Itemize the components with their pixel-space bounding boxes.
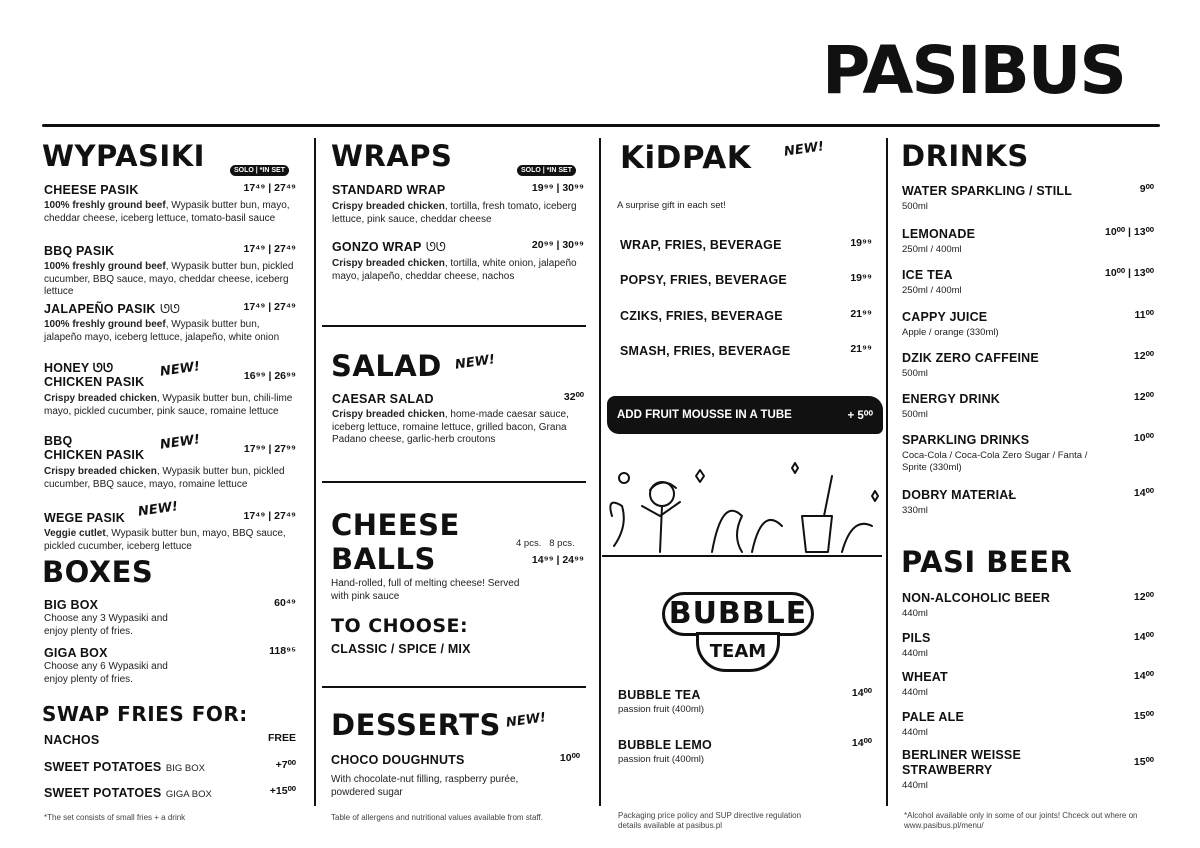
item-description: 500ml xyxy=(902,409,928,420)
item-name: CHICKEN PASIK xyxy=(44,448,145,462)
item-name: GIGA BOX xyxy=(44,646,108,660)
item-tag: GIGA BOX xyxy=(165,789,212,800)
item-name: SWEET POTATOES xyxy=(44,786,162,800)
item-price: 118⁹⁵ xyxy=(269,645,296,657)
item-description: Crispy breaded chicken, Wypasik butter bun, chili-lime mayo, pickled cucumber, pink sauce, romaine lettuce xyxy=(44,393,293,417)
item-price: 10⁰⁰ | 13⁰⁰ xyxy=(1105,267,1154,279)
item-name: SPARKLING DRINKS xyxy=(902,433,1030,447)
menu-item[interactable] xyxy=(44,758,205,776)
column-divider xyxy=(886,138,888,806)
menu-item[interactable] xyxy=(44,361,144,389)
item-description: Crispy breaded chicken, home-made caesar sauce, iceberg lettuce, romaine lettuce, grilled bacon, Grana Padano cheese, garlic-herb croutons xyxy=(332,409,569,445)
item-name: BBQ xyxy=(44,434,73,448)
menu-item[interactable] xyxy=(44,731,99,749)
item-name: CHOCO DOUGHNUTS xyxy=(331,753,465,767)
solo-set-badge: SOLO | *IN SET xyxy=(230,165,289,176)
new-badge: NEW! xyxy=(454,352,496,373)
new-badge: NEW! xyxy=(505,710,547,731)
item-price: 17⁴⁹ | 27⁴⁹ xyxy=(243,182,296,194)
item-price: 12⁰⁰ xyxy=(1133,591,1154,603)
column-divider xyxy=(599,138,601,806)
item-name: NACHOS xyxy=(44,733,100,747)
menu-item[interactable] xyxy=(44,434,144,462)
item-name: CAESAR SALAD xyxy=(332,392,434,406)
item-name: LEMONADE xyxy=(902,227,976,241)
item-price: 14⁰⁰ xyxy=(1133,670,1154,682)
fruit-mousse-addon[interactable]: ADD FRUIT MOUSSE IN A TUBE + 5⁰⁰ xyxy=(607,396,883,434)
menu-item[interactable]: BUBBLE LEMO xyxy=(618,738,712,752)
item-price: 15⁰⁰ xyxy=(1133,756,1154,768)
item-description: passion fruit (400ml) xyxy=(618,754,705,765)
item-name: DZIK ZERO CAFFEINE xyxy=(902,351,1039,365)
item-description: passion fruit (400ml) xyxy=(618,704,705,715)
section-title-beer: PASI BEER xyxy=(901,545,1073,579)
item-tag: BIG BOX xyxy=(165,763,205,774)
item-price: 17⁴⁹ | 27⁴⁹ xyxy=(243,301,296,313)
item-description: 440ml xyxy=(902,687,928,698)
item-name: SWEET POTATOES xyxy=(44,760,162,774)
solo-set-badge: SOLO | *IN SET xyxy=(517,165,576,176)
new-badge: NEW! xyxy=(783,139,825,160)
item-price: 19⁹⁹ xyxy=(850,272,872,284)
item-description: Coca-Cola / Coca-Cola Zero Sugar / Fanta / Sprite (330ml) xyxy=(902,450,1088,473)
item-description: 440ml xyxy=(902,608,928,619)
menu-item[interactable] xyxy=(44,300,180,318)
menu-item[interactable]: BERLINER WEISSE STRAWBERRY xyxy=(902,748,1021,777)
section-divider xyxy=(322,686,586,688)
section-title-salad: SALAD xyxy=(331,349,442,383)
item-price: 14⁰⁰ xyxy=(1133,487,1154,499)
item-name: BIG BOX xyxy=(44,598,99,612)
item-description: 330ml xyxy=(902,505,928,516)
item-name: WEGE PASIK xyxy=(44,511,125,525)
menu-item[interactable] xyxy=(44,509,125,527)
menu-item[interactable]: SMASH, FRIES, BEVERAGE xyxy=(620,344,791,358)
menu-item[interactable] xyxy=(902,349,1039,367)
item-description: 440ml xyxy=(902,648,928,659)
menu-item[interactable]: BUBBLE TEA xyxy=(618,688,701,702)
menu-item[interactable] xyxy=(902,225,975,243)
section-title-wypasiki: WYPASIKI xyxy=(42,139,205,173)
item-name: ENERGY DRINK xyxy=(902,392,1001,406)
item-price: 32⁰⁰ xyxy=(563,391,584,403)
menu-item[interactable] xyxy=(332,390,434,408)
item-price: +15⁰⁰ xyxy=(269,785,296,797)
item-description: 250ml / 400ml xyxy=(902,285,962,296)
new-badge: NEW! xyxy=(159,359,201,380)
kids-illustration xyxy=(602,456,882,562)
menu-item[interactable] xyxy=(902,431,1029,449)
menu-item[interactable] xyxy=(44,644,108,662)
menu-item[interactable]: POPSY, FRIES, BEVERAGE xyxy=(620,273,787,287)
bubble-team-logo: BUBBLE TEAM xyxy=(658,592,818,676)
menu-item[interactable]: PALE ALE xyxy=(902,710,965,724)
footnote: Packaging price policy and SUP directive regulation details available at pasibus.pl xyxy=(618,811,802,830)
item-description: 100% freshly ground beef, Wypasik butter bun, jalapeño mayo, iceberg lettuce, jalapeño, white onion xyxy=(44,319,280,343)
item-description: Choose any 3 Wypasiki and enjoy plenty of fries. xyxy=(44,613,168,637)
item-name: BBQ PASIK xyxy=(44,244,115,258)
menu-item[interactable] xyxy=(44,596,98,614)
item-price: 14⁰⁰ xyxy=(1133,631,1154,643)
top-divider xyxy=(42,124,1160,127)
item-price: 14⁰⁰ xyxy=(851,737,872,749)
section-title-choose: TO CHOOSE: xyxy=(331,615,469,637)
chili-icon: ᘎᘎ xyxy=(425,240,446,254)
item-name: HONEY xyxy=(44,361,90,375)
choose-options[interactable]: CLASSIC / SPICE / MIX xyxy=(331,642,471,656)
item-price: 12⁰⁰ xyxy=(1133,350,1154,362)
item-description: 100% freshly ground beef, Wypasik butter bun, pickled cucumber, BBQ sauce, mayo, cheddar cheese, iceberg lettuce xyxy=(44,261,294,297)
item-description: 440ml xyxy=(902,727,928,738)
item-price: +7⁰⁰ xyxy=(275,759,296,771)
item-price: 10⁰⁰ xyxy=(559,752,580,764)
item-price: 14⁰⁰ xyxy=(851,687,872,699)
item-description: Hand-rolled, full of melting cheese! Served with pink sauce xyxy=(331,578,520,602)
item-description: Veggie cutlet, Wypasik butter bun, mayo, BBQ sauce, pickled cucumber, iceberg lettuce xyxy=(44,528,286,552)
menu-item[interactable] xyxy=(902,390,1000,408)
item-name: WATER SPARKLING / STILL xyxy=(902,184,1073,198)
menu-item[interactable] xyxy=(331,751,465,769)
item-price: 21⁹⁹ xyxy=(850,343,872,355)
item-price: FREE xyxy=(267,732,296,744)
item-description: Crispy breaded chicken, tortilla, white onion, jalapeño mayo, jalapeño, cheddar cheese, nachos xyxy=(332,258,577,282)
footnote: *The set consists of small fries + a drink xyxy=(44,813,186,822)
item-description: Crispy breaded chicken, Wypasik butter bun, pickled cucumber, BBQ sauce, mayo, romaine lettuce xyxy=(44,466,285,490)
item-price: 16⁹⁹ | 26⁹⁹ xyxy=(243,370,296,382)
new-badge: NEW! xyxy=(159,432,201,453)
item-description: 440ml xyxy=(902,780,928,791)
item-name: GONZO WRAP xyxy=(332,240,422,254)
footnote: Table of allergens and nutritional values available from staff. xyxy=(331,813,543,822)
section-title-swap: SWAP FRIES FOR: xyxy=(42,702,248,726)
item-price: 19⁹⁹ xyxy=(850,237,872,249)
menu-item[interactable]: WHEAT xyxy=(902,670,948,684)
item-description: Apple / orange (330ml) xyxy=(902,327,999,338)
menu-item[interactable] xyxy=(44,784,212,802)
section-divider xyxy=(322,481,586,483)
section-title-boxes: BOXES xyxy=(42,555,154,589)
menu-item[interactable]: CZIKS, FRIES, BEVERAGE xyxy=(620,309,783,323)
menu-item[interactable] xyxy=(332,181,445,199)
new-badge: NEW! xyxy=(137,499,179,520)
item-price: 17⁴⁹ | 27⁴⁹ xyxy=(243,510,296,522)
item-price: 19⁹⁹ | 30⁹⁹ xyxy=(531,182,584,194)
item-price: 15⁰⁰ xyxy=(1133,710,1154,722)
item-name: CAPPY JUICE xyxy=(902,310,988,324)
menu-item[interactable]: WRAP, FRIES, BEVERAGE xyxy=(620,238,782,252)
section-title-kidpak: KiDPAK xyxy=(620,140,752,176)
section-title-desserts: DESSERTS xyxy=(331,708,501,742)
item-description: With chocolate-nut filling, raspberry purée, powdered sugar xyxy=(331,774,519,798)
item-price: 9⁰⁰ xyxy=(1139,183,1154,195)
item-name: JALAPEÑO PASIK xyxy=(44,302,156,316)
item-price: 17⁴⁹ | 27⁴⁹ xyxy=(243,243,296,255)
item-price: 14⁹⁹ | 24⁹⁹ xyxy=(531,554,584,566)
item-price: 21⁹⁹ xyxy=(850,308,872,320)
item-price: 10⁰⁰ | 13⁰⁰ xyxy=(1105,226,1154,238)
section-title-drinks: DRINKS xyxy=(901,139,1029,173)
section-divider xyxy=(322,325,586,327)
item-description: 500ml xyxy=(902,368,928,379)
menu-item[interactable] xyxy=(902,266,953,284)
menu-item[interactable] xyxy=(902,308,987,326)
item-description: 100% freshly ground beef, Wypasik butter bun, mayo, cheddar cheese, iceberg lettuce, tomato-basil sauce xyxy=(44,200,290,224)
item-description: 250ml / 400ml xyxy=(902,244,962,255)
item-description: Choose any 6 Wypasiki and enjoy plenty of fries. xyxy=(44,661,168,685)
item-price: 12⁰⁰ xyxy=(1133,391,1154,403)
item-price: 60⁴⁹ xyxy=(274,597,296,609)
brand-logo: PASIBUS xyxy=(822,32,1125,109)
item-description: Crispy breaded chicken, tortilla, fresh tomato, iceberg lettuce, pink sauce, cheddar cheese xyxy=(332,201,577,225)
item-description: 500ml xyxy=(902,201,928,212)
menu-item[interactable]: PILS xyxy=(902,631,931,645)
menu-item[interactable] xyxy=(44,242,114,260)
footnote: *Alcohol available only in some of our joints! Chceck out where on www.pasibus.pl/menu/ xyxy=(904,811,1138,830)
menu-item[interactable] xyxy=(902,486,1016,504)
section-title-cheese: CHEESE BALLS xyxy=(331,508,460,576)
chili-icon: ᘎᘎ xyxy=(92,361,114,375)
item-name: CHEESE PASIK xyxy=(44,183,139,197)
section-title-wraps: WRAPS xyxy=(331,139,453,173)
chili-icon: ᘎᘎ xyxy=(160,302,180,316)
column-divider xyxy=(314,138,316,806)
item-name: DOBRY MATERIAŁ xyxy=(902,488,1017,502)
item-price: 11⁰⁰ xyxy=(1134,309,1154,321)
size-labels: 4 pcs. 8 pcs. xyxy=(516,538,575,549)
menu-item[interactable] xyxy=(332,238,446,256)
item-name: STANDARD WRAP xyxy=(332,183,446,197)
kidpak-subtitle: A surprise gift in each set! xyxy=(617,200,726,211)
item-price: 10⁰⁰ xyxy=(1133,432,1154,444)
menu-item[interactable]: NON-ALCOHOLIC BEER xyxy=(902,591,1051,605)
item-price: 17⁹⁹ | 27⁹⁹ xyxy=(243,443,296,455)
item-name: ICE TEA xyxy=(902,268,953,282)
item-name: CHICKEN PASIK xyxy=(44,375,145,389)
item-price: 20⁹⁹ | 30⁹⁹ xyxy=(531,239,584,251)
